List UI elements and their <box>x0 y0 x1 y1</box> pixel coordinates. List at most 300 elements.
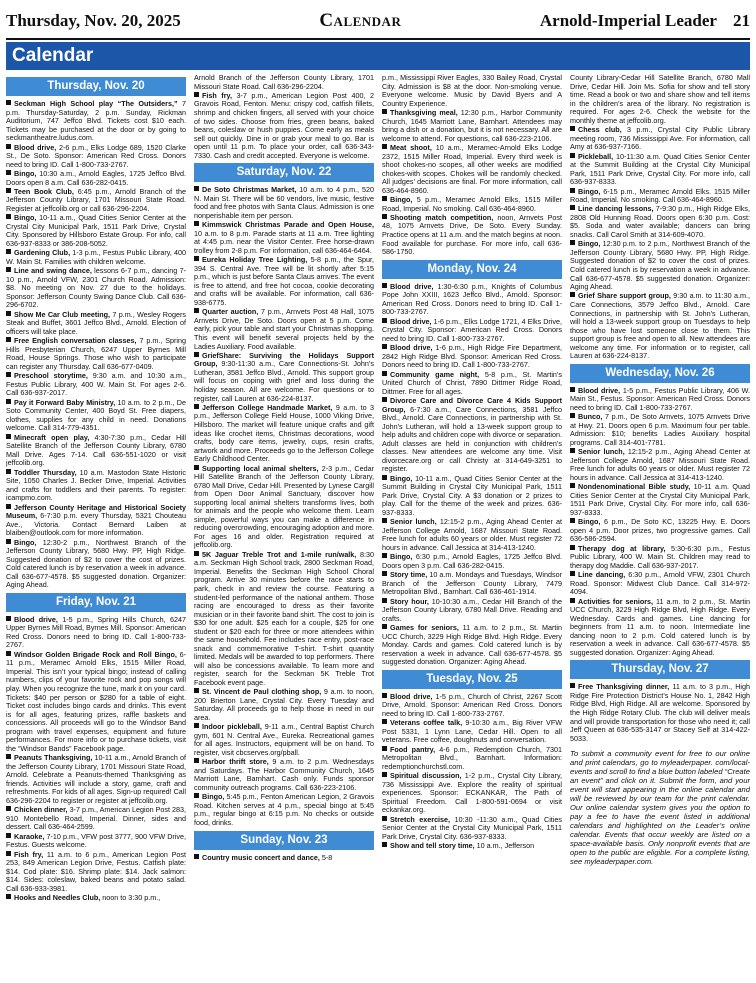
event-details: 1-2 p.m., Crystal City Library, 736 Mississippi Ave. Explore the reality of spiritual experiences. Sponsor: ECKANKAR, The Path of Spiritual Freedom. Call 1-800-591-0694 or visit eckankar.org. <box>382 771 562 815</box>
bullet-square-icon <box>194 256 199 261</box>
event-details: 10:30 a.m., Arnold Eagles, 1725 Jeffco Blvd. Doors open 8 a.m. Call 636-282-0415. <box>6 168 186 187</box>
event-item <box>570 387 750 413</box>
day-header-sunday-nov-23: Sunday, Nov. 23 <box>194 831 374 850</box>
event-title: Free Thanksgiving dinner, <box>578 682 670 692</box>
bullet-square-icon <box>570 413 575 418</box>
bullet-square-icon <box>6 214 11 219</box>
event-item <box>6 539 186 590</box>
event-title: Teen Book Club, <box>14 186 74 196</box>
event-details: 5-8 p.m., the Spur, 394 S. Central Ave. Tree will be lit shortly after 5:15 p.m., which is just before Santa Claus arrives. The event is free to attend, and free hot cocoa, cookie decorating and crafts will be available. For information, call 636-938-6775. <box>194 255 374 307</box>
event-title: Bingo, <box>578 186 601 196</box>
event-item <box>570 413 750 447</box>
event-item <box>6 188 186 214</box>
bullet-square-icon <box>570 448 575 453</box>
event-item <box>382 397 562 474</box>
event-title: St. Vincent de Paul clothing shop, <box>202 687 322 697</box>
bullet-square-icon <box>194 758 199 763</box>
bullet-square-icon <box>6 806 11 811</box>
event-title: Preschool storytime, <box>14 371 88 381</box>
event-title: Jefferson County Heritage and Historical Society Museum, <box>6 502 186 521</box>
paper-name: Arnold-Imperial Leader <box>539 11 717 30</box>
bullet-square-icon <box>382 719 387 724</box>
bullet-square-icon <box>6 100 11 105</box>
event-title: Harbor thrift store, <box>202 757 269 767</box>
bullet-square-icon <box>382 816 387 821</box>
event-item <box>194 723 374 757</box>
bullet-square-icon <box>194 352 199 357</box>
event-item <box>194 688 374 722</box>
event-item <box>570 205 750 239</box>
event-item <box>382 283 562 317</box>
page-header <box>6 4 750 40</box>
event-title: Fish fry, <box>202 90 232 100</box>
event-title: Shooting match competition, <box>390 212 494 222</box>
bullet-square-icon <box>570 387 575 392</box>
event-details: 6:30 p.m., Arnold Eagles, 1725 Jeffco Blvd. Doors open 3 p.m. Call 636-282-0415. <box>382 552 562 570</box>
bullet-square-icon <box>6 144 11 149</box>
event-title: Hooks and Needles Club, <box>14 893 101 903</box>
event-details: 5:45 p.m., Fenton American Legion, 2 Gravois Road. Kitchen serves at 4 p.m., special bingo at 5:45 p.m., regular bingo at 6:15 p.m. No checks or outside food, drinks. <box>194 792 374 827</box>
event-title: Blood drive, <box>14 614 58 624</box>
day-header-wednesday-nov-26: Wednesday, Nov. 26 <box>570 364 750 383</box>
event-details: 1-5 p.m., Church of Christ, 2267 Scott Drive, Arnold. Sponsor: American Red Cross. Donors need to bring ID. Call 1-800-733-2767. <box>382 691 562 718</box>
event-title: Community game night, <box>390 369 480 379</box>
event-item <box>6 806 186 832</box>
event-item <box>570 483 750 517</box>
event-title: De Soto Christmas Market, <box>202 185 297 195</box>
event-item <box>194 465 374 550</box>
event-item <box>194 221 374 255</box>
event-item <box>570 683 750 743</box>
event-title: Bingo, <box>202 792 225 802</box>
bullet-square-icon <box>194 688 199 693</box>
event-item <box>6 249 186 266</box>
section-name: Calendar <box>319 10 402 31</box>
bullet-square-icon <box>382 693 387 698</box>
event-details: 1-5 p.m., Spring Hills Church, 6247 Upper Byrnes Mill Road, Byrnes Mill. Sponsor: American Red Cross. Donors need to bring ID. Call 1-800-733-2767. <box>6 614 186 650</box>
event-item <box>382 196 562 213</box>
event-list <box>570 683 750 743</box>
event-title: Pickleball, <box>578 151 614 161</box>
day-header-monday-nov-24: Monday, Nov. 24 <box>382 260 562 279</box>
day-header-thursday-nov-20: Thursday, Nov. 20 <box>6 77 186 96</box>
bullet-square-icon <box>382 214 387 219</box>
bullet-square-icon <box>570 188 575 193</box>
event-title: Senior lunch, <box>390 517 437 527</box>
event-list <box>382 283 562 667</box>
event-item <box>6 833 186 850</box>
event-list <box>570 387 750 658</box>
event-details: 10-11 a.m. Quad Cities Senior Center at the Crystal City Municipal Park, 1511 Park Drive, Crystal City. For more info, call 636-937-8333. <box>570 482 750 517</box>
event-title: Bingo, <box>390 195 413 205</box>
event-details: 9:30 a.m. and 10:30 a.m., Festus Public Library, 400 W. Main St. For ages 2-6. Call 636-937-2017. <box>6 371 186 398</box>
event-details: 5-8 p.m., St. Martin’s United Church of Christ, 7890 Dittmer Ridge Road, Dittmer. Free for all ages. <box>382 369 562 396</box>
event-list <box>194 854 374 863</box>
event-item <box>570 518 750 544</box>
event-title: Peanuts Thanksgiving, <box>14 753 93 763</box>
event-list <box>6 100 186 590</box>
event-title: Senior lunch, <box>578 447 625 457</box>
event-details: 7-9:30 p.m., High Ridge Elks, 2808 Old Hunning Road. Doors open 6:30 p.m. Cost: $5. Soda and water available; dancers can bring snacks. Call Carol Smith at 314-609-4070. <box>570 204 750 240</box>
bullet-square-icon <box>6 249 11 254</box>
event-item <box>6 894 186 903</box>
event-details: 12:30-2 p.m., Northwest Branch of the Jefferson County Library, 5680 Hwy. PP, High Ridge. Suggested donation of $2 to cover the cost of prizes. Cold catered lunch is by reservation a week in advance. Call 636-677-4578. $5 suggested donation. Organizer: Aging Ahead. <box>6 537 186 590</box>
masthead <box>540 11 750 31</box>
event-item <box>570 292 750 360</box>
event-details: 9 a.m. to 2 p.m. Wednesdays and Saturdays. The Harbor Community Church, 1645 Marriott Lane, Barnhart. Cash only. Funds sponsor community outreach programs. Call 636-223-2106. <box>194 757 374 792</box>
event-details: 6 p.m., De Soto KC, 13225 Hwy. E. Doors open 4 p.m. Door prizes, two progressive games. Call 636-586-2594. <box>570 517 750 544</box>
event-item <box>6 337 186 371</box>
event-item <box>6 434 186 468</box>
bullet-square-icon <box>6 170 11 175</box>
event-details: 3 p.m., Crystal City Public Library meeting room, 736 Mississippi Ave. For information, call Amy at 636-937-7166. <box>570 125 750 152</box>
event-title: Show Me Car Club meeting, <box>14 309 111 319</box>
bullet-square-icon <box>382 598 387 603</box>
bullet-square-icon <box>570 571 575 576</box>
event-item <box>194 854 374 863</box>
event-title: Veterans coffee talk, <box>390 718 463 728</box>
event-list <box>382 693 562 851</box>
event-title: Quarter auction, <box>202 307 259 317</box>
event-item <box>382 371 562 397</box>
event-list <box>382 74 562 257</box>
event-title: Stretch exercise, <box>390 814 451 824</box>
event-item <box>194 404 374 464</box>
calendar-columns <box>6 74 750 979</box>
event-details: 1-6 p.m., High Ridge Fire Department, 2842 High Ridge Blvd. Sponsor: American Red Cross. Donors need to bring ID. Call 1-800-733-2767. <box>382 343 562 370</box>
event-title: Country music concert and dance, <box>202 852 320 862</box>
event-title: Therapy dog at library, <box>578 543 666 553</box>
event-title: Activities for seniors, <box>578 596 654 606</box>
event-details: 2-6 p.m., Elks Lodge 689, 1520 Clarke St., De Soto. Sponsor: American Red Cross. Donors need to bring ID. Call 1-800-733-2767. <box>6 142 186 169</box>
event-item <box>570 126 750 152</box>
event-item <box>382 746 562 772</box>
bullet-square-icon <box>382 144 387 149</box>
event-details: 8:30 a.m. Seckman High School track, 2800 Seckman Road, Imperial. Benefits the Seckman High School Choral program. Arrive 30 minutes before the race starts to park, check in and review the course. Featuring a student-led performance of the national anthem. Those racing are encouraged to dress as their favorite musician or in their favorite band shirt. The cost to join is $30 for one adult. $25 each for a couple, $25 for one student or $20 each for three or more attendees within the same household. Fee includes race entry, post-race snack and commemorative T-shirt. T-shirt quantity limited. Medals will be awarded to top performers. There will also be concessions available. To learn more and register, search for the Seckman 5K Treble Trot Facebook event page. <box>194 549 374 688</box>
event-item <box>6 754 186 805</box>
event-title: Bunco, <box>578 412 603 422</box>
event-title: GriefShare: Surviving the Holidays Support Group, <box>194 350 374 369</box>
event-item <box>194 352 374 403</box>
day-header-thursday-nov-27: Thursday, Nov. 27 <box>570 660 750 679</box>
event-title: Bingo, <box>14 213 37 223</box>
event-title: Nondenominational Bible study, <box>578 482 691 492</box>
event-item <box>194 186 374 220</box>
bullet-square-icon <box>570 683 575 688</box>
event-details: 6-7:30 p.m. every Thursday, 5321 Chouteau Ave., Victoria. Contact Bernard Laiben at blaiben@outlook.com for more information. <box>6 511 186 538</box>
page-number: 21 <box>732 11 750 30</box>
event-title: Show and tell story time, <box>390 840 475 850</box>
bullet-square-icon <box>570 518 575 523</box>
bullet-square-icon <box>194 723 199 728</box>
event-item <box>194 758 374 792</box>
event-title: Blood drive, <box>14 142 57 152</box>
event-details: 10-11 a.m., Arnold Branch of the Jefferson County Library, 1701 Missouri State Road, Arnold. Celebrate a Peanuts-themed Thanksgiving as friends. Activities will include a story, game, craft and refreshments. For kids of all ages. Sign-up required! Call 636-296-2204 to register or register at jeffcolib.org. <box>6 753 186 805</box>
event-item <box>570 74 750 125</box>
column-4 <box>570 74 750 979</box>
day-header-friday-nov-21: Friday, Nov. 21 <box>6 593 186 612</box>
event-details: 6-15 p.m., Meramec Arnold Elks. 1515 Miller Road, Imperial. No smoking. Call 636-464-8960. <box>570 186 750 205</box>
event-details: 5 p.m., Meramec Arnold Elks, 1515 Miller Road, Imperial. No smoking. Call 636-464-8960. <box>382 195 562 213</box>
event-item <box>570 153 750 187</box>
bullet-square-icon <box>194 551 199 556</box>
event-item <box>382 553 562 570</box>
event-title: Story hour, <box>390 596 429 606</box>
bullet-square-icon <box>194 404 199 409</box>
event-details: 4-6 p.m., Redemption Church, 7301 Metropolitan Blvd., Barnhart. Information: redemptionchurchstl.com. <box>382 744 562 771</box>
event-details: 9 a.m. to noon, 200 Brierton Lane, Crystal City. Every Tuesday and Saturday. All proceeds go to help those in need in our area. <box>194 687 374 722</box>
event-item <box>570 598 750 658</box>
bullet-square-icon <box>570 483 575 488</box>
bullet-square-icon <box>194 793 199 798</box>
event-title: Line and swing dance, <box>14 266 92 276</box>
bullet-square-icon <box>6 188 11 193</box>
event-details: 1:30-6:30 p.m., Knights of Columbus Pope John XXIII, 1623 Jeffco Blvd., Arnold. Sponsor: American Red Cross. Donors need to bring ID. Call 1-800-733-2767. <box>382 281 562 317</box>
event-details: 10 a.m., Meramec-Arnold Elks Lodge 2372, 1515 Miller Road, Imperial. Every third week is shoot chokes-no scopes, all other weeks are modified chokes-with scopes. Chokes will be randomly checked. All judges’ decisions are final. For more information, call 636-464-8960. <box>382 142 562 195</box>
event-item <box>6 372 186 398</box>
bullet-square-icon <box>382 746 387 751</box>
event-details: 10:30 -11:30 a.m., Quad Cities Senior Center at the Crystal City Municipal Park, 1511 Park Drive, Crystal City. 636-937-8333. <box>382 814 562 841</box>
event-details: 7-10 p.m., VFW post 3777, 900 VFW Drive, Festus. Guests welcome. <box>6 831 186 850</box>
bullet-square-icon <box>6 469 11 474</box>
bullet-square-icon <box>382 397 387 402</box>
event-title: Thanksgiving meal, <box>390 107 458 117</box>
event-item <box>6 616 186 650</box>
bullet-square-icon <box>6 337 11 342</box>
event-details: noon to 3:30 p.m., <box>100 893 161 903</box>
event-title: Fish fry, <box>14 849 44 859</box>
event-item <box>194 308 374 351</box>
event-item <box>382 772 562 815</box>
event-details: 10 a.m., Jefferson <box>474 840 535 850</box>
event-title: Bingo, <box>14 537 37 547</box>
column-1 <box>6 74 186 979</box>
event-title: Bingo, <box>390 473 413 483</box>
event-details: 4:30-7:30 p.m., Cedar Hill Satellite Branch of the Jefferson County Library, 6780 Mall Drive. Ages 7-14. Call 636-551-1020 or visit jeffcolib.org. <box>6 432 186 468</box>
bullet-square-icon <box>194 465 199 470</box>
event-item <box>570 571 750 597</box>
event-title: Grief Share support group, <box>578 291 671 301</box>
event-item <box>382 624 562 667</box>
bullet-square-icon <box>6 754 11 759</box>
event-details: 10-11 a.m., Quad Cities Senior Center at the Crystal City Municipal Park, 1511 Park Drive, Crystal City. Sponsored by Hillsboro Estate Group. For info, call 636-937-8333 or 386-208-5052. <box>6 213 186 248</box>
bullet-square-icon <box>382 196 387 201</box>
bullet-square-icon <box>194 92 199 97</box>
event-item <box>6 851 186 894</box>
event-title: Blood drive, <box>578 385 621 395</box>
event-title: Meat shoot, <box>390 142 432 152</box>
event-details: 11 a.m. to 2 p.m., St. Martin UCC Church, 3229 High Ridge Blvd, High Ridge. Every Wednesday. Cards and games. Line dancing for beginners from 11 a.m. to noon. Intermediate line dancing noon to 2 p.m. Cold catered lunch is by reservation a week in advance. Call 636-677-4578. $5 suggested donation. Organizer: Aging Ahead. <box>570 596 750 657</box>
event-item <box>194 551 374 688</box>
event-details: 9:30-11:30 a.m., Care Connections-St. John’s Lutheran, 3581 Jeffco Blvd., Arnold. This support group will focus on coping with grief and loss during the holiday season. All are welcome. For questions or to register, call Lauren at 636-224-8137. <box>194 359 374 403</box>
event-title: Games for seniors, <box>390 622 459 632</box>
bullet-square-icon <box>382 571 387 576</box>
event-details: 1-6 p.m., Elks Lodge 1721, 4 Elks Drive, Crystal City. Sponsor: American Red Cross. Donors need to bring ID. Call 1-800-733-2767. <box>382 316 562 343</box>
event-item <box>194 74 374 91</box>
bullet-square-icon <box>382 842 387 847</box>
event-details: noon, Arnvets Post 48, 1075 Arnvets Drive, De Soto. Every Sunday. Practice opens at 11 a.m. and the match begins at noon. Food available for purchase. For more info, call 636-586-1750. <box>382 212 562 257</box>
event-details: 12:15-2 p.m., Aging Ahead Center at Jefferson College Arnold, 1687 Missouri State Road. Free lunch for adults 60 years or older. Must register 72 hours in advance. Call Jessica at 314-413-1240. <box>570 447 750 482</box>
event-item <box>382 344 562 370</box>
event-title: Kimmswick Christmas Parade and Open House, <box>202 220 374 230</box>
event-details: 9-10:30 a.m., Big River VFW Post 5331, 1 Lynn Lane, Cedar Hill. Open to all veterans. Free coffee, doughnuts and conversation. <box>382 718 562 745</box>
bullet-square-icon <box>382 283 387 288</box>
event-item <box>382 693 562 719</box>
event-details: County Library-Cedar Hill Satellite Branch, 6780 Mall Drive, Cedar Hill. Join Ms. Sofia for show and tell story time. Read a book or two and share show and tell items in the children’s area of the library. No registration is required. For ages 2-6. Check the website for the monthly theme at jeffcolib.org. <box>570 74 750 125</box>
event-title: Minecraft open play, <box>14 432 90 442</box>
event-title: Karaoke, <box>14 831 45 841</box>
column-3 <box>382 74 562 979</box>
event-item <box>382 109 562 143</box>
event-title: Blood drive, <box>390 343 433 353</box>
bullet-square-icon <box>570 205 575 210</box>
event-details: 7 p.m. Thursday-Saturday, 2 p.m. Sunday, Rickman Auditorium, 747 Jeffco Blvd. Tickets cost $10 each. Tickets may be purchased at the door or by going to seckmantheatre.ludus.com. <box>6 99 186 143</box>
event-item <box>382 214 562 257</box>
event-title: 5K Jaguar Treble Trot and 1-mile run/walk, <box>202 549 357 559</box>
event-list <box>570 74 750 361</box>
calendar-banner: Calendar <box>6 42 750 70</box>
event-item <box>382 842 562 851</box>
event-item <box>382 74 562 108</box>
event-details: 10 a.m. to 4 p.m., 520 N. Main St. There will be 60 vendors, live music, festive food and free photos with Santa Claus. Admission is one nonperishable item per person. <box>194 185 374 220</box>
event-list <box>194 74 374 160</box>
event-details: 10 a.m. to 8 p.m. Parade starts at 11 a.m. Tree lighting at 4:45 p.m. near the Visitor Center. Free horse-drawn trolley from 2-8 p.m. For information, call 636-464-6464. <box>194 228 374 255</box>
event-title: Line dancing, <box>578 570 626 580</box>
event-title: Spiritual discussion, <box>390 771 462 781</box>
event-title: Bingo, <box>578 239 601 249</box>
event-title: Free English conversation classes, <box>14 336 137 346</box>
event-title: Story time, <box>390 570 428 580</box>
event-details: 5:30-6:30 p.m., Festus Public Library, 400 W. Main St. Children may read to therapy dog Maddie. Call 636-937-2017. <box>570 543 750 570</box>
bullet-square-icon <box>382 371 387 376</box>
event-details: 11 a.m. to 3 p.m., High Ridge Fire Protection District’s House No. 1, 2842 High Ridge Blvd, High Ridge. All are welcome. Sponsored by the High Ridge Rotary Club. The club will deliver meals and will provide transportation for those who need it; call Jeff Queen at 636-535-3147 or Stacey Self at 314-422-5033. <box>570 682 750 743</box>
event-item <box>6 144 186 170</box>
event-item <box>6 399 186 433</box>
day-header-saturday-nov-22: Saturday, Nov. 22 <box>194 163 374 182</box>
event-details: lessons 6-7 p.m., dancing 7-10 p.m., Arnold VFW, 2301 Church Road. Admission: $8. No meeting on Nov. 27 due to the holidays. Sponsor: Jefferson County Swing Dance Club. Call 636-296-6702. <box>6 266 186 310</box>
bullet-square-icon <box>6 539 11 544</box>
event-title: Seckman High School play “The Outsiders,” <box>14 99 178 108</box>
event-item <box>6 311 186 337</box>
event-item <box>382 475 562 518</box>
bullet-square-icon <box>194 308 199 313</box>
bullet-square-icon <box>6 851 11 856</box>
event-title: Jefferson College Handmade Market, <box>202 402 333 412</box>
event-item <box>194 92 374 160</box>
bullet-square-icon <box>382 772 387 777</box>
event-details: 7 p.m., Arnvets Post 48 Hall, 1075 Arnvets Drive, De Soto. Doors open at 5 p.m. Come early, pick your table and start your Christmas shopping. This event will benefit several projects held by the Ladies Auxiliary. Food available. <box>194 307 374 351</box>
bullet-square-icon <box>6 616 11 621</box>
event-list <box>194 186 374 827</box>
event-item <box>6 214 186 248</box>
bullet-square-icon <box>570 598 575 603</box>
event-details: 5-8 <box>319 852 333 862</box>
bullet-square-icon <box>570 126 575 131</box>
event-item <box>382 816 562 842</box>
event-list <box>6 616 186 903</box>
event-item <box>382 719 562 745</box>
event-item <box>382 571 562 597</box>
event-details: 12:30 p.m. to 2 p.m., Northwest Branch of the Jefferson County Library, 5680 Hwy. PP, High Ridge. Suggested donation of $2 to cover the cost of prizes. Cold catered lunch is by reservation a week in advance. Call 636-677-4578. $5 suggested donation. Organizer: Aging Ahead. <box>570 239 750 292</box>
event-item <box>194 793 374 827</box>
day-header-tuesday-nov-25: Tuesday, Nov. 25 <box>382 670 562 689</box>
event-title: Blood drive, <box>390 281 434 291</box>
event-item <box>6 651 186 754</box>
bullet-square-icon <box>6 399 11 404</box>
event-title: Windsor Golden Brigade Rock and Roll Bingo, <box>14 649 177 659</box>
event-details: 3-7 p.m., American Legion Post 283, 910 Montebello Road, Imperial. Dinner, sides and dessert. Call 636-464-2599. <box>6 805 186 832</box>
bullet-square-icon <box>570 153 575 158</box>
event-item <box>6 267 186 310</box>
event-item <box>570 448 750 482</box>
bullet-square-icon <box>6 894 11 899</box>
event-details: 12:15-2 p.m., Aging Ahead Center at Jefferson College Arnold, 1687 Missouri State Road. Free lunch for adults 60 years or older. Must register 72 hours in advance. Call Jessica at 314-413-1240. <box>382 517 562 552</box>
event-details: 6:45 p.m., Arnold Branch of the Jefferson County Library, 1701 Missouri State Road. Register at jeffcolib.org or call 636-296-2204. <box>6 186 186 213</box>
event-item <box>382 598 562 624</box>
event-details: 3-7 p.m., American Legion Post 400, 2 Gravois Road, Fenton. Menu: crispy cod, catfish fillets, shrimp and chicken fingers, all served with your choice of two sides. Choose from fries, green beans, baked beans, coleslaw or hush puppies. Come early as meals sell out quickly. Dine in or grab your meal to go. Bar is open until 11 p.m. To place your order, call 636-343-7330. Cash and credit accepted. Everyone is welcome. <box>194 90 374 160</box>
event-details: 10 a.m. Mastodon State Historic Site, 1050 Charles J. Becker Drive, Imperial. Activities and crafts for toddlers and their parents. To register: icampmo.com. <box>6 467 186 503</box>
event-title: Chess club, <box>578 125 622 135</box>
bullet-square-icon <box>570 292 575 297</box>
event-details: 6:30 p.m., Arnold VFW, 2301 Church Road. Sponsor: Midwest Club Dance. Call 314-972-4094. <box>570 570 750 597</box>
event-details: 11 a.m. to 6 p.m., American Legion Post 253, 849 American Legion Drive, Festus. Catfish plate: $14. Cod plate: $16. Shrimp plate: $14. Jack salmon: $14. Sides: coleslaw, baked beans and potato salad. Call 636-933-3981. <box>6 849 186 893</box>
event-details: 2-3 p.m., Cedar Hill Satellite Branch of the Jefferson County Library, 6780 Mall Drive, Cedar Hill. Presented by Lynese Cargill from Open Door Animal Sanctuary, discover how supporting local animal shelters transforms lives, both for animals and the people who welcome them. Learn simple, powerful ways you can make a difference in reducing overcrowding, encouraging adoption and more. For ages 16 and older. Registration required at jeffcolib.org. <box>194 463 374 550</box>
event-details: Arnold Branch of the Jefferson County Library, 1701 Missouri State Road. Call 636-296-2204. <box>194 74 374 91</box>
event-title: Food pantry, <box>390 744 436 754</box>
issue-date: Thursday, Nov. 20, 2025 <box>6 11 181 30</box>
bullet-square-icon <box>382 109 387 114</box>
event-title: Supporting local animal shelters, <box>202 463 319 473</box>
bullet-square-icon <box>382 344 387 349</box>
event-title: Toddler Thursday, <box>14 467 77 477</box>
event-title: Blood drive, <box>390 691 433 701</box>
event-title: Line dancing lessons, <box>578 204 654 214</box>
event-details: 1-3 p.m., Festus Public Library, 400 W. Main St. Families with children welcome. <box>6 248 186 266</box>
event-title: Pay it Forward Baby Ministry, <box>14 397 116 407</box>
event-title: Blood drive, <box>390 316 432 326</box>
event-item <box>382 144 562 195</box>
event-title: Bingo, <box>578 517 601 527</box>
event-details: 9:30 a.m. to 11:30 a.m., Care Connections, 3579 Jeffco Blvd., Arnold. Care Connections, in partnership with St. John’s Lutheran, will hold a 13-week support group on Tuesdays to help those who have lost someone close to them. This support group is free and open to all. New attendees are welcome any time. For information or to register, call Lauren at 636-224-8137. <box>570 291 750 361</box>
event-item <box>382 518 562 552</box>
event-title: Bingo, <box>14 168 37 178</box>
event-item <box>570 240 750 291</box>
event-title: Gardening Club, <box>14 248 71 258</box>
event-details: 11 a.m. to 2 p.m., St. Martin UCC Church, 3229 High Ridge Blvd. High Ridge. Every Monday. Cards and games. Cold catered lunch is by reservation a week in advance. Call 636-677-4578. $5 suggested donation. Organizer: Aging Ahead. <box>382 622 562 667</box>
bullet-square-icon <box>382 518 387 523</box>
event-details: 7 p.m., Wesley Rogers Steak and Buffet, 3601 Jeffco Blvd., Arnold. Election of officers will take place. <box>6 309 186 336</box>
event-details: 7 p.m., De Soto Arnvets, 1075 Arnvets Drive at Hwy. 21. Doors open 6 p.m. Maximum four per table. Admission: $10; benefits Ladies Auxiliary hospital programs. Call 314-401-7781. <box>570 412 750 447</box>
event-item <box>6 469 186 503</box>
bullet-square-icon <box>6 434 11 439</box>
event-details: 10-11:30 a.m. Quad Cities Senior Center at the Summit Building at the Crystal City Municipal Park, 1511 Park Drive, Crystal City. For more info, call 636-937-8333. <box>570 151 750 187</box>
event-details: 1-5 p.m., Festus Public Library, 406 W. Main St., Festus. Sponsor: American Red Cross. Donors need to bring ID. Call 1-800-733-2767. <box>570 385 750 412</box>
bullet-square-icon <box>6 372 11 377</box>
event-details: 7 p.m., Spring Hills Presbyterian Church, 6247 Upper Byrnes Mill Road, House Springs. Those who wish to participate can register any Thursday. Call 636-677-0409. <box>6 336 186 371</box>
event-item <box>6 504 186 538</box>
event-details: 6-7:30 a.m., Care Connections, 3581 Jeffco Blvd., Arnold. Care Connections, in partnership with St. John’s Lutheran, will hold a 13-week support group to help adults and children cope with divorce or separation. Adult classes are held in conjunction with children’s classes. New attendees are welcome any time. Visit divorcecare.org or call Christy at 314-649-3251 to register. <box>382 404 562 474</box>
event-title: Bingo, <box>390 552 413 562</box>
event-item <box>194 256 374 307</box>
bullet-square-icon <box>382 624 387 629</box>
bullet-square-icon <box>570 240 575 245</box>
event-details: 10-10:30 a.m., Cedar Hill Branch of the Jefferson County Library, 6780 Mall Drive. Reading and crafts. <box>382 596 562 623</box>
event-details: 10 a.m. to 2 p.m., De Soto Community Center, 400 Boyd St. Free diapers, clothes, supplies for any child in need. Donations welcome. Call 314-779-4351. <box>6 397 186 433</box>
submission-note: To submit a community event for free to our online and print calendars, go to myleaderpaper. com/local-events and scroll to find a blue button labeled “Create an event” and click on it. Submit the form, and your event will start appearing in the online calendar and will be reviewed by our team for the print calendar. Our online calendar system gives you the option to pay a fee to have the event listed in additional calendars and highlighted on the Leader’s online calendar. Events that occur weekly are listed on a space-available basis. Only nonprofit events that are open to the public are eligible. For a complete listing, see myleaderpaper.com. <box>570 749 750 867</box>
bullet-square-icon <box>382 318 387 323</box>
bullet-square-icon <box>382 553 387 558</box>
event-item <box>570 545 750 571</box>
